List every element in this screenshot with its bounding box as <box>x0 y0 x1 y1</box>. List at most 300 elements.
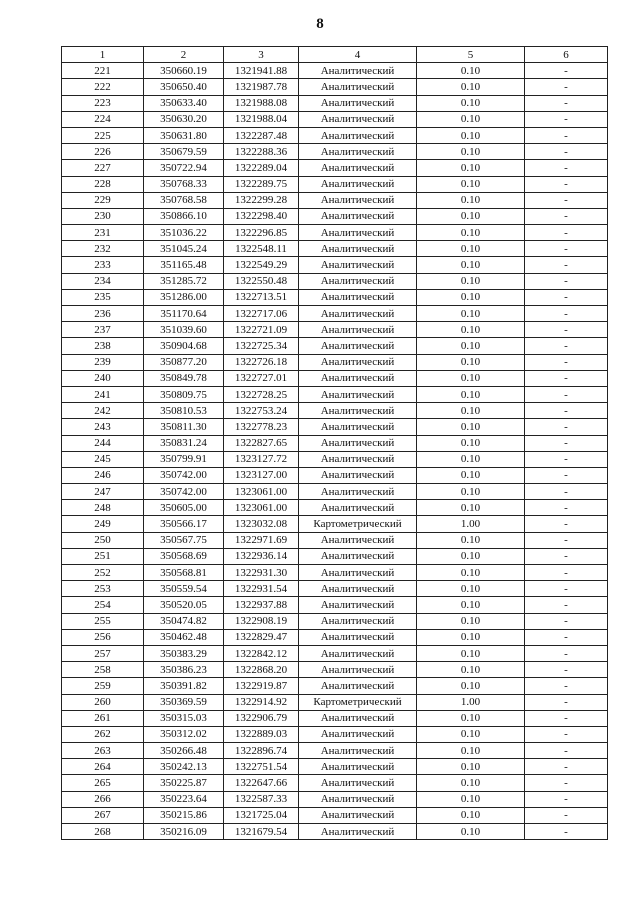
accuracy-cell: 0.10 <box>417 500 525 516</box>
y-coordinate-cell: 1321679.54 <box>224 824 299 840</box>
table-row <box>62 208 608 224</box>
point-number-cell: 234 <box>62 273 144 289</box>
table-row <box>62 370 608 386</box>
accuracy-cell: 0.10 <box>417 144 525 160</box>
accuracy-cell: 0.10 <box>417 370 525 386</box>
table-row <box>62 127 608 143</box>
accuracy-cell: 0.10 <box>417 548 525 564</box>
y-coordinate-cell: 1322548.11 <box>224 241 299 257</box>
accuracy-cell: 0.10 <box>417 403 525 419</box>
table-row <box>62 532 608 548</box>
table-row <box>62 306 608 322</box>
point-number-cell: 236 <box>62 306 144 322</box>
x-coordinate-cell: 350369.59 <box>144 694 224 710</box>
page-number: 8 <box>316 16 324 32</box>
table-row <box>62 289 608 305</box>
accuracy-cell: 0.10 <box>417 484 525 500</box>
note-cell: - <box>525 500 608 516</box>
point-number-cell: 248 <box>62 500 144 516</box>
point-number-cell: 254 <box>62 597 144 613</box>
table-row <box>62 467 608 483</box>
table-row <box>62 419 608 435</box>
note-cell: - <box>525 484 608 500</box>
x-coordinate-cell: 351165.48 <box>144 257 224 273</box>
table-row <box>62 500 608 516</box>
method-cell: Аналитический <box>299 386 417 402</box>
point-number-cell: 264 <box>62 759 144 775</box>
x-coordinate-cell: 350633.40 <box>144 95 224 111</box>
point-number-cell: 232 <box>62 241 144 257</box>
note-cell: - <box>525 208 608 224</box>
x-coordinate-cell: 350567.75 <box>144 532 224 548</box>
x-coordinate-cell: 350660.19 <box>144 63 224 79</box>
note-cell: - <box>525 565 608 581</box>
column-header-5: 5 <box>417 47 525 63</box>
point-number-cell: 243 <box>62 419 144 435</box>
note-cell: - <box>525 322 608 338</box>
method-cell: Аналитический <box>299 613 417 629</box>
y-coordinate-cell: 1322868.20 <box>224 662 299 678</box>
x-coordinate-cell: 350799.91 <box>144 451 224 467</box>
x-coordinate-cell: 350810.53 <box>144 403 224 419</box>
method-cell: Аналитический <box>299 565 417 581</box>
accuracy-cell: 0.10 <box>417 824 525 840</box>
x-coordinate-cell: 350904.68 <box>144 338 224 354</box>
y-coordinate-cell: 1322914.92 <box>224 694 299 710</box>
table-row <box>62 726 608 742</box>
note-cell: - <box>525 824 608 840</box>
table-row <box>62 241 608 257</box>
point-number-cell: 246 <box>62 467 144 483</box>
x-coordinate-cell: 350474.82 <box>144 613 224 629</box>
table-row <box>62 225 608 241</box>
point-number-cell: 222 <box>62 79 144 95</box>
accuracy-cell: 0.10 <box>417 791 525 807</box>
method-cell: Аналитический <box>299 597 417 613</box>
note-cell: - <box>525 403 608 419</box>
accuracy-cell: 0.10 <box>417 225 525 241</box>
x-coordinate-cell: 350768.33 <box>144 176 224 192</box>
x-coordinate-cell: 351286.00 <box>144 289 224 305</box>
accuracy-cell: 1.00 <box>417 694 525 710</box>
table-row <box>62 516 608 532</box>
table-row <box>62 710 608 726</box>
point-number-cell: 251 <box>62 548 144 564</box>
x-coordinate-cell: 350223.64 <box>144 791 224 807</box>
coordinates-table <box>61 46 608 840</box>
accuracy-cell: 0.10 <box>417 322 525 338</box>
y-coordinate-cell: 1321988.08 <box>224 95 299 111</box>
y-coordinate-cell: 1322721.09 <box>224 322 299 338</box>
accuracy-cell: 0.10 <box>417 678 525 694</box>
method-cell: Аналитический <box>299 160 417 176</box>
note-cell: - <box>525 338 608 354</box>
table-row <box>62 678 608 694</box>
point-number-cell: 238 <box>62 338 144 354</box>
table-row <box>62 192 608 208</box>
table-row <box>62 791 608 807</box>
note-cell: - <box>525 225 608 241</box>
point-number-cell: 231 <box>62 225 144 241</box>
table-row <box>62 386 608 402</box>
table-row <box>62 565 608 581</box>
y-coordinate-cell: 1322550.48 <box>224 273 299 289</box>
method-cell: Аналитический <box>299 225 417 241</box>
method-cell: Аналитический <box>299 484 417 500</box>
note-cell: - <box>525 192 608 208</box>
table-row <box>62 176 608 192</box>
point-number-cell: 252 <box>62 565 144 581</box>
point-number-cell: 244 <box>62 435 144 451</box>
method-cell: Аналитический <box>299 257 417 273</box>
point-number-cell: 228 <box>62 176 144 192</box>
point-number-cell: 224 <box>62 111 144 127</box>
x-coordinate-cell: 350568.69 <box>144 548 224 564</box>
y-coordinate-cell: 1322896.74 <box>224 743 299 759</box>
x-coordinate-cell: 350849.78 <box>144 370 224 386</box>
method-cell: Картометрический <box>299 516 417 532</box>
y-coordinate-cell: 1322753.24 <box>224 403 299 419</box>
x-coordinate-cell: 350809.75 <box>144 386 224 402</box>
accuracy-cell: 0.10 <box>417 775 525 791</box>
x-coordinate-cell: 350650.40 <box>144 79 224 95</box>
x-coordinate-cell: 350225.87 <box>144 775 224 791</box>
method-cell: Аналитический <box>299 95 417 111</box>
method-cell: Аналитический <box>299 144 417 160</box>
note-cell: - <box>525 467 608 483</box>
method-cell: Аналитический <box>299 710 417 726</box>
method-cell: Аналитический <box>299 467 417 483</box>
method-cell: Аналитический <box>299 807 417 823</box>
method-cell: Аналитический <box>299 241 417 257</box>
table-row <box>62 807 608 823</box>
point-number-cell: 249 <box>62 516 144 532</box>
y-coordinate-cell: 1322971.69 <box>224 532 299 548</box>
note-cell: - <box>525 743 608 759</box>
note-cell: - <box>525 613 608 629</box>
point-number-cell: 242 <box>62 403 144 419</box>
method-cell: Аналитический <box>299 127 417 143</box>
table-row <box>62 160 608 176</box>
column-header-1: 1 <box>62 47 144 63</box>
note-cell: - <box>525 548 608 564</box>
point-number-cell: 261 <box>62 710 144 726</box>
note-cell: - <box>525 241 608 257</box>
accuracy-cell: 0.10 <box>417 451 525 467</box>
accuracy-cell: 0.10 <box>417 111 525 127</box>
point-number-cell: 256 <box>62 629 144 645</box>
x-coordinate-cell: 350679.59 <box>144 144 224 160</box>
accuracy-cell: 0.10 <box>417 629 525 645</box>
x-coordinate-cell: 350631.80 <box>144 127 224 143</box>
y-coordinate-cell: 1322751.54 <box>224 759 299 775</box>
point-number-cell: 258 <box>62 662 144 678</box>
table-row <box>62 662 608 678</box>
x-coordinate-cell: 350877.20 <box>144 354 224 370</box>
method-cell: Аналитический <box>299 824 417 840</box>
note-cell: - <box>525 79 608 95</box>
accuracy-cell: 0.10 <box>417 95 525 111</box>
accuracy-cell: 0.10 <box>417 662 525 678</box>
note-cell: - <box>525 645 608 661</box>
accuracy-cell: 0.10 <box>417 710 525 726</box>
x-coordinate-cell: 350605.00 <box>144 500 224 516</box>
method-cell: Аналитический <box>299 435 417 451</box>
point-number-cell: 227 <box>62 160 144 176</box>
point-number-cell: 253 <box>62 581 144 597</box>
y-coordinate-cell: 1322827.65 <box>224 435 299 451</box>
y-coordinate-cell: 1322713.51 <box>224 289 299 305</box>
note-cell: - <box>525 678 608 694</box>
note-cell: - <box>525 63 608 79</box>
note-cell: - <box>525 694 608 710</box>
table-row <box>62 824 608 840</box>
y-coordinate-cell: 1323127.00 <box>224 467 299 483</box>
y-coordinate-cell: 1322829.47 <box>224 629 299 645</box>
y-coordinate-cell: 1322725.34 <box>224 338 299 354</box>
point-number-cell: 221 <box>62 63 144 79</box>
point-number-cell: 255 <box>62 613 144 629</box>
y-coordinate-cell: 1323061.00 <box>224 500 299 516</box>
table-row <box>62 435 608 451</box>
method-cell: Аналитический <box>299 759 417 775</box>
method-cell: Аналитический <box>299 548 417 564</box>
y-coordinate-cell: 1322908.19 <box>224 613 299 629</box>
y-coordinate-cell: 1322728.25 <box>224 386 299 402</box>
table-row <box>62 338 608 354</box>
method-cell: Аналитический <box>299 273 417 289</box>
accuracy-cell: 0.10 <box>417 532 525 548</box>
note-cell: - <box>525 435 608 451</box>
note-cell: - <box>525 419 608 435</box>
method-cell: Аналитический <box>299 306 417 322</box>
x-coordinate-cell: 350630.20 <box>144 111 224 127</box>
note-cell: - <box>525 775 608 791</box>
x-coordinate-cell: 350742.00 <box>144 467 224 483</box>
x-coordinate-cell: 350742.00 <box>144 484 224 500</box>
method-cell: Аналитический <box>299 63 417 79</box>
x-coordinate-cell: 351036.22 <box>144 225 224 241</box>
table-row <box>62 322 608 338</box>
y-coordinate-cell: 1322931.54 <box>224 581 299 597</box>
table-row <box>62 111 608 127</box>
y-coordinate-cell: 1322647.66 <box>224 775 299 791</box>
y-coordinate-cell: 1321987.78 <box>224 79 299 95</box>
y-coordinate-cell: 1322549.29 <box>224 257 299 273</box>
y-coordinate-cell: 1322289.04 <box>224 160 299 176</box>
note-cell: - <box>525 516 608 532</box>
x-coordinate-cell: 350722.94 <box>144 160 224 176</box>
y-coordinate-cell: 1322889.03 <box>224 726 299 742</box>
accuracy-cell: 0.10 <box>417 257 525 273</box>
accuracy-cell: 0.10 <box>417 386 525 402</box>
accuracy-cell: 0.10 <box>417 645 525 661</box>
y-coordinate-cell: 1321941.88 <box>224 63 299 79</box>
y-coordinate-cell: 1322919.87 <box>224 678 299 694</box>
column-header-3: 3 <box>224 47 299 63</box>
accuracy-cell: 0.10 <box>417 467 525 483</box>
note-cell: - <box>525 160 608 176</box>
y-coordinate-cell: 1322727.01 <box>224 370 299 386</box>
method-cell: Картометрический <box>299 694 417 710</box>
y-coordinate-cell: 1322717.06 <box>224 306 299 322</box>
note-cell: - <box>525 451 608 467</box>
note-cell: - <box>525 710 608 726</box>
y-coordinate-cell: 1322298.40 <box>224 208 299 224</box>
y-coordinate-cell: 1322936.14 <box>224 548 299 564</box>
point-number-cell: 230 <box>62 208 144 224</box>
x-coordinate-cell: 350315.03 <box>144 710 224 726</box>
point-number-cell: 265 <box>62 775 144 791</box>
point-number-cell: 267 <box>62 807 144 823</box>
note-cell: - <box>525 662 608 678</box>
note-cell: - <box>525 759 608 775</box>
table-body <box>62 63 608 840</box>
point-number-cell: 263 <box>62 743 144 759</box>
method-cell: Аналитический <box>299 451 417 467</box>
accuracy-cell: 0.10 <box>417 289 525 305</box>
point-number-cell: 223 <box>62 95 144 111</box>
method-cell: Аналитический <box>299 322 417 338</box>
method-cell: Аналитический <box>299 403 417 419</box>
y-coordinate-cell: 1322288.36 <box>224 144 299 160</box>
note-cell: - <box>525 354 608 370</box>
accuracy-cell: 0.10 <box>417 759 525 775</box>
x-coordinate-cell: 350462.48 <box>144 629 224 645</box>
note-cell: - <box>525 176 608 192</box>
x-coordinate-cell: 350811.30 <box>144 419 224 435</box>
x-coordinate-cell: 350266.48 <box>144 743 224 759</box>
point-number-cell: 233 <box>62 257 144 273</box>
accuracy-cell: 0.10 <box>417 160 525 176</box>
x-coordinate-cell: 350216.09 <box>144 824 224 840</box>
method-cell: Аналитический <box>299 500 417 516</box>
x-coordinate-cell: 351170.64 <box>144 306 224 322</box>
x-coordinate-cell: 351039.60 <box>144 322 224 338</box>
point-number-cell: 262 <box>62 726 144 742</box>
table-row <box>62 354 608 370</box>
table-row <box>62 629 608 645</box>
table-row <box>62 95 608 111</box>
method-cell: Аналитический <box>299 726 417 742</box>
method-cell: Аналитический <box>299 791 417 807</box>
y-coordinate-cell: 1322299.28 <box>224 192 299 208</box>
accuracy-cell: 0.10 <box>417 241 525 257</box>
column-header-4: 4 <box>299 47 417 63</box>
method-cell: Аналитический <box>299 208 417 224</box>
accuracy-cell: 0.10 <box>417 743 525 759</box>
x-coordinate-cell: 350242.13 <box>144 759 224 775</box>
table-row <box>62 144 608 160</box>
accuracy-cell: 0.10 <box>417 435 525 451</box>
method-cell: Аналитический <box>299 645 417 661</box>
note-cell: - <box>525 532 608 548</box>
accuracy-cell: 0.10 <box>417 79 525 95</box>
accuracy-cell: 0.10 <box>417 306 525 322</box>
accuracy-cell: 0.10 <box>417 613 525 629</box>
y-coordinate-cell: 1322726.18 <box>224 354 299 370</box>
method-cell: Аналитический <box>299 176 417 192</box>
y-coordinate-cell: 1321725.04 <box>224 807 299 823</box>
table-row <box>62 257 608 273</box>
y-coordinate-cell: 1322289.75 <box>224 176 299 192</box>
accuracy-cell: 0.10 <box>417 63 525 79</box>
note-cell: - <box>525 629 608 645</box>
point-number-cell: 225 <box>62 127 144 143</box>
x-coordinate-cell: 350559.54 <box>144 581 224 597</box>
method-cell: Аналитический <box>299 775 417 791</box>
y-coordinate-cell: 1323127.72 <box>224 451 299 467</box>
method-cell: Аналитический <box>299 581 417 597</box>
method-cell: Аналитический <box>299 419 417 435</box>
table-row <box>62 548 608 564</box>
note-cell: - <box>525 289 608 305</box>
note-cell: - <box>525 144 608 160</box>
point-number-cell: 235 <box>62 289 144 305</box>
accuracy-cell: 0.10 <box>417 597 525 613</box>
y-coordinate-cell: 1323061.00 <box>224 484 299 500</box>
accuracy-cell: 0.10 <box>417 192 525 208</box>
x-coordinate-cell: 350566.17 <box>144 516 224 532</box>
x-coordinate-cell: 350866.10 <box>144 208 224 224</box>
x-coordinate-cell: 350520.05 <box>144 597 224 613</box>
table-row <box>62 759 608 775</box>
point-number-cell: 250 <box>62 532 144 548</box>
point-number-cell: 229 <box>62 192 144 208</box>
note-cell: - <box>525 726 608 742</box>
x-coordinate-cell: 350391.82 <box>144 678 224 694</box>
table-header-row <box>62 47 608 63</box>
x-coordinate-cell: 350831.24 <box>144 435 224 451</box>
accuracy-cell: 0.10 <box>417 208 525 224</box>
point-number-cell: 268 <box>62 824 144 840</box>
table-row <box>62 597 608 613</box>
y-coordinate-cell: 1323032.08 <box>224 516 299 532</box>
x-coordinate-cell: 350215.86 <box>144 807 224 823</box>
method-cell: Аналитический <box>299 370 417 386</box>
x-coordinate-cell: 351285.72 <box>144 273 224 289</box>
method-cell: Аналитический <box>299 338 417 354</box>
note-cell: - <box>525 597 608 613</box>
accuracy-cell: 0.10 <box>417 726 525 742</box>
point-number-cell: 226 <box>62 144 144 160</box>
note-cell: - <box>525 111 608 127</box>
x-coordinate-cell: 350768.58 <box>144 192 224 208</box>
table-row <box>62 775 608 791</box>
accuracy-cell: 0.10 <box>417 419 525 435</box>
x-coordinate-cell: 350383.29 <box>144 645 224 661</box>
table-row <box>62 273 608 289</box>
column-header-2: 2 <box>144 47 224 63</box>
note-cell: - <box>525 581 608 597</box>
method-cell: Аналитический <box>299 79 417 95</box>
y-coordinate-cell: 1321988.04 <box>224 111 299 127</box>
x-coordinate-cell: 351045.24 <box>144 241 224 257</box>
point-number-cell: 240 <box>62 370 144 386</box>
method-cell: Аналитический <box>299 629 417 645</box>
accuracy-cell: 0.10 <box>417 581 525 597</box>
point-number-cell: 245 <box>62 451 144 467</box>
note-cell: - <box>525 273 608 289</box>
point-number-cell: 259 <box>62 678 144 694</box>
y-coordinate-cell: 1322778.23 <box>224 419 299 435</box>
table-row <box>62 79 608 95</box>
note-cell: - <box>525 791 608 807</box>
accuracy-cell: 0.10 <box>417 273 525 289</box>
method-cell: Аналитический <box>299 111 417 127</box>
column-header-6: 6 <box>525 47 608 63</box>
y-coordinate-cell: 1322587.33 <box>224 791 299 807</box>
